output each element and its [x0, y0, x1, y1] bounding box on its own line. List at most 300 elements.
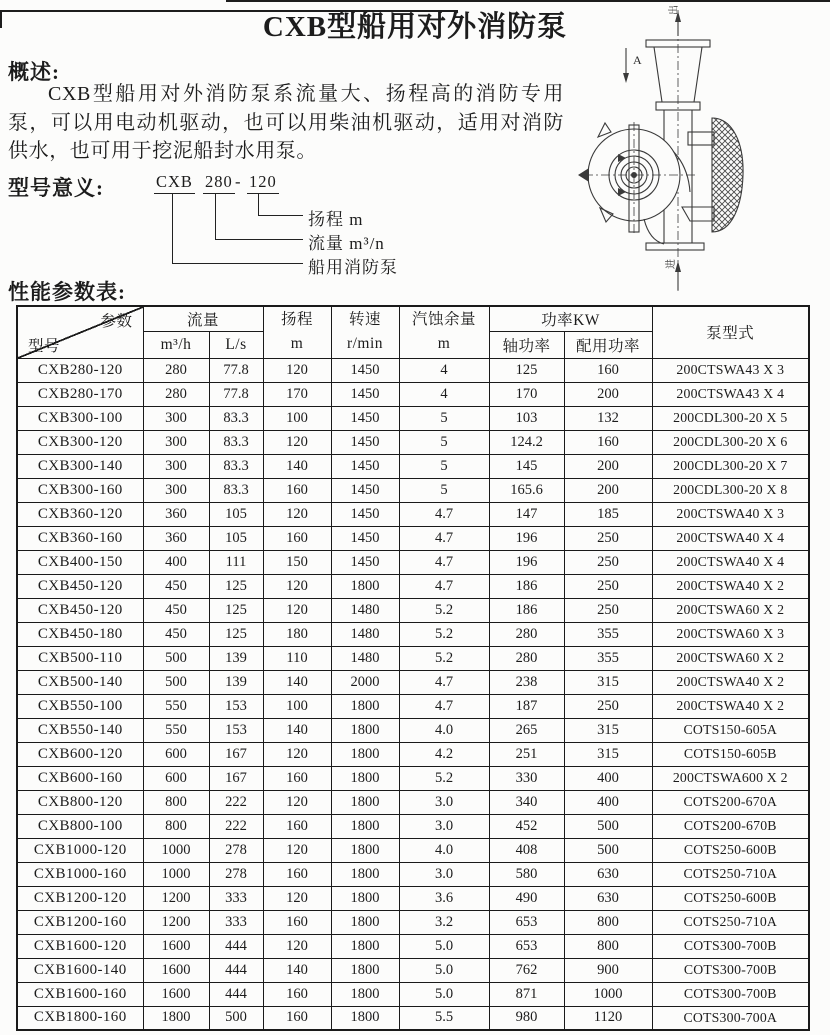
cell-flow-ls: 278: [209, 838, 263, 862]
performance-table-body: [17, 358, 809, 1030]
cell-head: 140: [263, 958, 331, 982]
cell-model: CXB360-120: [17, 502, 143, 526]
cell-model: CXB280-170: [17, 382, 143, 406]
cell-pump-type: 200CDL300-20 X 6: [652, 430, 809, 454]
cell-npsh: 4.2: [399, 742, 489, 766]
table-row: [17, 814, 809, 838]
cell-speed: 1800: [331, 790, 399, 814]
pump-technical-drawing: [578, 6, 826, 296]
model-code-head: 120: [247, 172, 279, 194]
cell-flow-ls: 125: [209, 622, 263, 646]
cell-power-rated: 630: [564, 886, 652, 910]
cell-power-shaft: 265: [489, 718, 564, 742]
cell-power-rated: 132: [564, 406, 652, 430]
cell-power-rated: 200: [564, 382, 652, 406]
cell-npsh: 4.7: [399, 694, 489, 718]
cell-model: CXB1000-120: [17, 838, 143, 862]
cell-power-rated: 250: [564, 694, 652, 718]
cell-power-shaft: 871: [489, 982, 564, 1006]
cell-power-shaft: 330: [489, 766, 564, 790]
cell-pump-type: 200CTSWA60 X 2: [652, 646, 809, 670]
page-title: CXB型船用对外消防泵: [262, 11, 568, 43]
cell-npsh: 5.2: [399, 646, 489, 670]
section-a-label: A: [633, 53, 642, 67]
cell-speed: 1450: [331, 382, 399, 406]
cell-power-shaft: 196: [489, 526, 564, 550]
cell-pump-type: 200CDL300-20 X 7: [652, 454, 809, 478]
cell-flow-m3h: 1000: [143, 862, 209, 886]
table-row: [17, 886, 809, 910]
cell-npsh: 3.2: [399, 910, 489, 934]
cell-npsh: 3.6: [399, 886, 489, 910]
table-row: [17, 766, 809, 790]
cell-flow-m3h: 300: [143, 454, 209, 478]
cell-flow-ls: 111: [209, 550, 263, 574]
cell-model: CXB800-120: [17, 790, 143, 814]
cell-flow-m3h: 1200: [143, 886, 209, 910]
cell-model: CXB1600-140: [17, 958, 143, 982]
suction-label: 进: [666, 259, 677, 269]
cell-flow-m3h: 1600: [143, 958, 209, 982]
cell-model: CXB300-160: [17, 478, 143, 502]
cell-head: 110: [263, 646, 331, 670]
cell-flow-ls: 105: [209, 502, 263, 526]
table-row: [17, 934, 809, 958]
cell-power-shaft: 408: [489, 838, 564, 862]
cell-flow-m3h: 280: [143, 382, 209, 406]
cell-head: 150: [263, 550, 331, 574]
cell-power-shaft: 145: [489, 454, 564, 478]
cell-speed: 1800: [331, 982, 399, 1006]
header-flow-ls: L/s: [209, 331, 263, 358]
cell-power-shaft: 980: [489, 1006, 564, 1030]
cell-model: CXB550-140: [17, 718, 143, 742]
cell-power-rated: 315: [564, 670, 652, 694]
cell-model: CXB550-100: [17, 694, 143, 718]
cell-head: 160: [263, 910, 331, 934]
cell-power-rated: 800: [564, 934, 652, 958]
cell-flow-ls: 278: [209, 862, 263, 886]
table-row: [17, 550, 809, 574]
cell-speed: 1800: [331, 910, 399, 934]
cell-power-rated: 1120: [564, 1006, 652, 1030]
cell-power-rated: 250: [564, 550, 652, 574]
cell-head: 120: [263, 502, 331, 526]
cell-flow-ls: 333: [209, 910, 263, 934]
table-row: [17, 838, 809, 862]
cell-pump-type: 200CTSWA43 X 4: [652, 382, 809, 406]
cell-power-rated: 250: [564, 598, 652, 622]
cell-flow-ls: 222: [209, 790, 263, 814]
cell-power-shaft: 125: [489, 358, 564, 382]
discharge-label: 出: [669, 6, 680, 15]
cell-speed: 1480: [331, 598, 399, 622]
cell-pump-type: 200CTSWA600 X 2: [652, 766, 809, 790]
cell-flow-m3h: 600: [143, 766, 209, 790]
cell-flow-m3h: 400: [143, 550, 209, 574]
cell-npsh: 5.5: [399, 1006, 489, 1030]
model-code-dash: -: [235, 172, 241, 191]
cell-model: CXB300-100: [17, 406, 143, 430]
cell-speed: 1450: [331, 526, 399, 550]
table-row: [17, 646, 809, 670]
cell-power-rated: 630: [564, 862, 652, 886]
cell-flow-ls: 500: [209, 1006, 263, 1030]
cell-power-rated: 900: [564, 958, 652, 982]
cell-speed: 1480: [331, 622, 399, 646]
cell-speed: 1450: [331, 550, 399, 574]
cell-speed: 1480: [331, 646, 399, 670]
cell-power-rated: 200: [564, 454, 652, 478]
cell-flow-m3h: 300: [143, 430, 209, 454]
cell-head: 100: [263, 694, 331, 718]
cell-model: CXB600-160: [17, 766, 143, 790]
cell-flow-ls: 125: [209, 574, 263, 598]
table-row: [17, 622, 809, 646]
model-code-prefix: CXB: [154, 172, 195, 194]
cell-power-rated: 355: [564, 646, 652, 670]
header-speed: 转速 r/min: [331, 306, 399, 358]
cell-pump-type: COTS300-700B: [652, 982, 809, 1006]
overview-paragraph: CXB型船用对外消防泵系流量大、扬程高的消防专用泵，可以用电动机驱动，也可以用柴油机驱动，适用对消防供水，也可用于挖泥船封水用泵。: [8, 83, 564, 162]
cell-model: CXB450-180: [17, 622, 143, 646]
table-row: [17, 790, 809, 814]
cell-pump-type: COTS250-710A: [652, 862, 809, 886]
table-row: [17, 358, 809, 382]
table-row: [17, 574, 809, 598]
cell-pump-type: COTS250-600B: [652, 838, 809, 862]
table-row: [17, 718, 809, 742]
cell-speed: 1800: [331, 718, 399, 742]
cell-flow-ls: 77.8: [209, 358, 263, 382]
cell-head: 160: [263, 766, 331, 790]
cell-power-shaft: 196: [489, 550, 564, 574]
cell-pump-type: 200CTSWA40 X 3: [652, 502, 809, 526]
cell-npsh: 5.0: [399, 934, 489, 958]
cell-power-rated: 160: [564, 358, 652, 382]
cell-power-rated: 200: [564, 478, 652, 502]
cell-flow-ls: 222: [209, 814, 263, 838]
cell-pump-type: 200CTSWA40 X 4: [652, 526, 809, 550]
cell-model: CXB1000-160: [17, 862, 143, 886]
cell-npsh: 4.0: [399, 838, 489, 862]
cell-power-rated: 315: [564, 742, 652, 766]
cell-power-rated: 355: [564, 622, 652, 646]
cell-flow-m3h: 550: [143, 694, 209, 718]
cell-flow-m3h: 450: [143, 622, 209, 646]
cell-flow-ls: 333: [209, 886, 263, 910]
cell-power-rated: 250: [564, 526, 652, 550]
cell-power-shaft: 103: [489, 406, 564, 430]
cell-pump-type: 200CDL300-20 X 5: [652, 406, 809, 430]
cell-power-shaft: 251: [489, 742, 564, 766]
cell-flow-m3h: 1200: [143, 910, 209, 934]
cell-flow-ls: 444: [209, 982, 263, 1006]
cell-speed: 1450: [331, 430, 399, 454]
cell-flow-m3h: 500: [143, 670, 209, 694]
cell-npsh: 4.0: [399, 718, 489, 742]
table-row: [17, 430, 809, 454]
table-row: [17, 382, 809, 406]
cell-npsh: 3.0: [399, 790, 489, 814]
label-pump-type: 船用消防泵: [308, 258, 398, 277]
header-model-label: 型号: [28, 337, 61, 355]
cell-speed: 1800: [331, 1006, 399, 1030]
cell-head: 120: [263, 838, 331, 862]
overview-heading: 概述:: [8, 60, 60, 84]
cell-speed: 1800: [331, 838, 399, 862]
cell-model: CXB400-150: [17, 550, 143, 574]
cell-pump-type: COTS200-670A: [652, 790, 809, 814]
cell-speed: 1800: [331, 814, 399, 838]
cell-head: 160: [263, 814, 331, 838]
cell-head: 120: [263, 886, 331, 910]
cell-npsh: 4: [399, 382, 489, 406]
cell-head: 160: [263, 862, 331, 886]
cell-power-rated: 800: [564, 910, 652, 934]
cell-model: CXB800-100: [17, 814, 143, 838]
cell-flow-ls: 139: [209, 646, 263, 670]
cell-flow-ls: 77.8: [209, 382, 263, 406]
cell-power-shaft: 147: [489, 502, 564, 526]
table-row: [17, 694, 809, 718]
cell-flow-m3h: 1800: [143, 1006, 209, 1030]
cell-pump-type: 200CTSWA40 X 2: [652, 670, 809, 694]
cell-head: 120: [263, 430, 331, 454]
cell-npsh: 5: [399, 406, 489, 430]
cell-power-shaft: 186: [489, 574, 564, 598]
cell-head: 120: [263, 742, 331, 766]
header-power-rated: 配用功率: [564, 331, 652, 358]
cell-pump-type: 200CTSWA40 X 2: [652, 574, 809, 598]
cell-pump-type: COTS200-670B: [652, 814, 809, 838]
cell-model: CXB1800-160: [17, 1006, 143, 1030]
cell-head: 180: [263, 622, 331, 646]
cell-power-shaft: 187: [489, 694, 564, 718]
table-row: [17, 958, 809, 982]
cell-flow-ls: 153: [209, 694, 263, 718]
cell-pump-type: COTS250-600B: [652, 886, 809, 910]
cell-power-shaft: 452: [489, 814, 564, 838]
cell-power-rated: 500: [564, 838, 652, 862]
cell-npsh: 5: [399, 430, 489, 454]
connector-line-pump: [172, 194, 303, 264]
cell-flow-m3h: 1000: [143, 838, 209, 862]
cell-flow-ls: 83.3: [209, 430, 263, 454]
cell-speed: 1450: [331, 502, 399, 526]
cell-flow-m3h: 1600: [143, 982, 209, 1006]
cell-npsh: 5.2: [399, 598, 489, 622]
cell-speed: 2000: [331, 670, 399, 694]
cell-speed: 1800: [331, 742, 399, 766]
scan-border-top: [226, 0, 830, 2]
cell-power-shaft: 280: [489, 646, 564, 670]
table-row: [17, 478, 809, 502]
model-meaning-heading: 型号意义:: [8, 176, 104, 200]
cell-speed: 1800: [331, 862, 399, 886]
cell-head: 120: [263, 358, 331, 382]
cell-pump-type: COTS300-700B: [652, 958, 809, 982]
cell-flow-m3h: 600: [143, 742, 209, 766]
cell-flow-ls: 167: [209, 766, 263, 790]
cell-flow-m3h: 450: [143, 598, 209, 622]
header-model-param-cell: [17, 306, 143, 358]
cell-power-rated: 1000: [564, 982, 652, 1006]
cell-npsh: 5: [399, 454, 489, 478]
table-row: [17, 526, 809, 550]
cell-flow-ls: 444: [209, 958, 263, 982]
header-flow: 流量: [143, 306, 263, 331]
cell-model: CXB300-140: [17, 454, 143, 478]
cell-model: CXB1600-160: [17, 982, 143, 1006]
cell-power-shaft: 340: [489, 790, 564, 814]
table-row: [17, 982, 809, 1006]
cell-pump-type: COTS250-710A: [652, 910, 809, 934]
table-row: [17, 1006, 809, 1030]
table-row: [17, 670, 809, 694]
cell-flow-m3h: 450: [143, 574, 209, 598]
table-heading: 性能参数表:: [8, 280, 126, 304]
cell-flow-m3h: 800: [143, 790, 209, 814]
cell-pump-type: 200CTSWA40 X 2: [652, 694, 809, 718]
cell-npsh: 4.7: [399, 670, 489, 694]
cell-model: CXB1600-120: [17, 934, 143, 958]
cell-npsh: 5.2: [399, 622, 489, 646]
cell-pump-type: 200CDL300-20 X 8: [652, 478, 809, 502]
label-flow: 流量 m³/n: [308, 234, 385, 253]
table-row: [17, 910, 809, 934]
cell-speed: 1450: [331, 454, 399, 478]
cell-model: CXB600-120: [17, 742, 143, 766]
cell-pump-type: COTS300-700A: [652, 1006, 809, 1030]
cell-pump-type: 200CTSWA60 X 2: [652, 598, 809, 622]
cell-power-shaft: 170: [489, 382, 564, 406]
table-row: [17, 598, 809, 622]
cell-flow-ls: 83.3: [209, 478, 263, 502]
cell-power-rated: 250: [564, 574, 652, 598]
cell-pump-type: 200CTSWA40 X 4: [652, 550, 809, 574]
cell-flow-m3h: 300: [143, 406, 209, 430]
table-row: [17, 454, 809, 478]
cell-pump-type: COTS150-605A: [652, 718, 809, 742]
cell-speed: 1800: [331, 766, 399, 790]
cell-flow-m3h: 800: [143, 814, 209, 838]
cell-flow-m3h: 500: [143, 646, 209, 670]
cell-power-shaft: 762: [489, 958, 564, 982]
cell-npsh: 5.2: [399, 766, 489, 790]
cell-power-rated: 315: [564, 718, 652, 742]
cell-npsh: 3.0: [399, 814, 489, 838]
cell-flow-m3h: 280: [143, 358, 209, 382]
cell-model: CXB300-120: [17, 430, 143, 454]
cell-head: 120: [263, 574, 331, 598]
cell-npsh: 4.7: [399, 526, 489, 550]
header-head: 扬程 m: [263, 306, 331, 358]
cell-power-shaft: 653: [489, 934, 564, 958]
header-pump-type: 泵型式: [652, 306, 809, 358]
cell-flow-ls: 139: [209, 670, 263, 694]
cell-power-rated: 400: [564, 790, 652, 814]
cell-model: CXB360-160: [17, 526, 143, 550]
cell-flow-m3h: 360: [143, 502, 209, 526]
cell-flow-ls: 167: [209, 742, 263, 766]
cell-model: CXB500-140: [17, 670, 143, 694]
cell-model: CXB450-120: [17, 598, 143, 622]
pump-drawing-svg: [578, 6, 826, 296]
cell-pump-type: COTS300-700B: [652, 934, 809, 958]
cell-power-shaft: 490: [489, 886, 564, 910]
header-param-label: 参数: [100, 313, 133, 330]
cell-flow-ls: 153: [209, 718, 263, 742]
cell-power-rated: 160: [564, 430, 652, 454]
cell-head: 160: [263, 1006, 331, 1030]
cell-flow-m3h: 1600: [143, 934, 209, 958]
cell-npsh: 5.0: [399, 982, 489, 1006]
cell-speed: 1450: [331, 478, 399, 502]
cell-speed: 1450: [331, 358, 399, 382]
cell-flow-ls: 444: [209, 934, 263, 958]
cell-power-shaft: 280: [489, 622, 564, 646]
cell-speed: 1800: [331, 886, 399, 910]
model-code-flow: 280: [203, 172, 235, 194]
cell-head: 140: [263, 718, 331, 742]
cell-model: CXB1200-160: [17, 910, 143, 934]
table-row: [17, 742, 809, 766]
cell-power-shaft: 653: [489, 910, 564, 934]
cell-head: 160: [263, 982, 331, 1006]
cell-speed: 1800: [331, 958, 399, 982]
cell-head: 120: [263, 934, 331, 958]
table-row: [17, 406, 809, 430]
cell-head: 140: [263, 454, 331, 478]
cell-model: CXB1200-120: [17, 886, 143, 910]
cell-head: 120: [263, 598, 331, 622]
cell-pump-type: 200CTSWA60 X 3: [652, 622, 809, 646]
cell-power-shaft: 238: [489, 670, 564, 694]
cell-model: CXB280-120: [17, 358, 143, 382]
cell-head: 170: [263, 382, 331, 406]
cell-flow-m3h: 360: [143, 526, 209, 550]
cell-speed: 1800: [331, 694, 399, 718]
cell-power-rated: 400: [564, 766, 652, 790]
header-power: 功率KW: [489, 306, 652, 331]
cell-pump-type: COTS150-605B: [652, 742, 809, 766]
cell-flow-m3h: 550: [143, 718, 209, 742]
table-row: [17, 502, 809, 526]
cell-npsh: 4.7: [399, 502, 489, 526]
cell-power-shaft: 124.2: [489, 430, 564, 454]
header-power-shaft: 轴功率: [489, 331, 564, 358]
header-flow-m3h: m³/h: [143, 331, 209, 358]
cell-speed: 1450: [331, 406, 399, 430]
cell-flow-ls: 83.3: [209, 454, 263, 478]
cell-head: 120: [263, 790, 331, 814]
cell-npsh: 4.7: [399, 574, 489, 598]
cell-head: 140: [263, 670, 331, 694]
cell-power-shaft: 165.6: [489, 478, 564, 502]
cell-power-rated: 185: [564, 502, 652, 526]
cell-head: 100: [263, 406, 331, 430]
cell-speed: 1800: [331, 934, 399, 958]
cell-model: CXB500-110: [17, 646, 143, 670]
cell-power-shaft: 580: [489, 862, 564, 886]
cell-flow-ls: 125: [209, 598, 263, 622]
header-npsh: 汽蚀余量 m: [399, 306, 489, 358]
model-code-diagram: [148, 172, 588, 284]
cell-pump-type: 200CTSWA43 X 3: [652, 358, 809, 382]
cell-power-shaft: 186: [489, 598, 564, 622]
cell-head: 160: [263, 526, 331, 550]
